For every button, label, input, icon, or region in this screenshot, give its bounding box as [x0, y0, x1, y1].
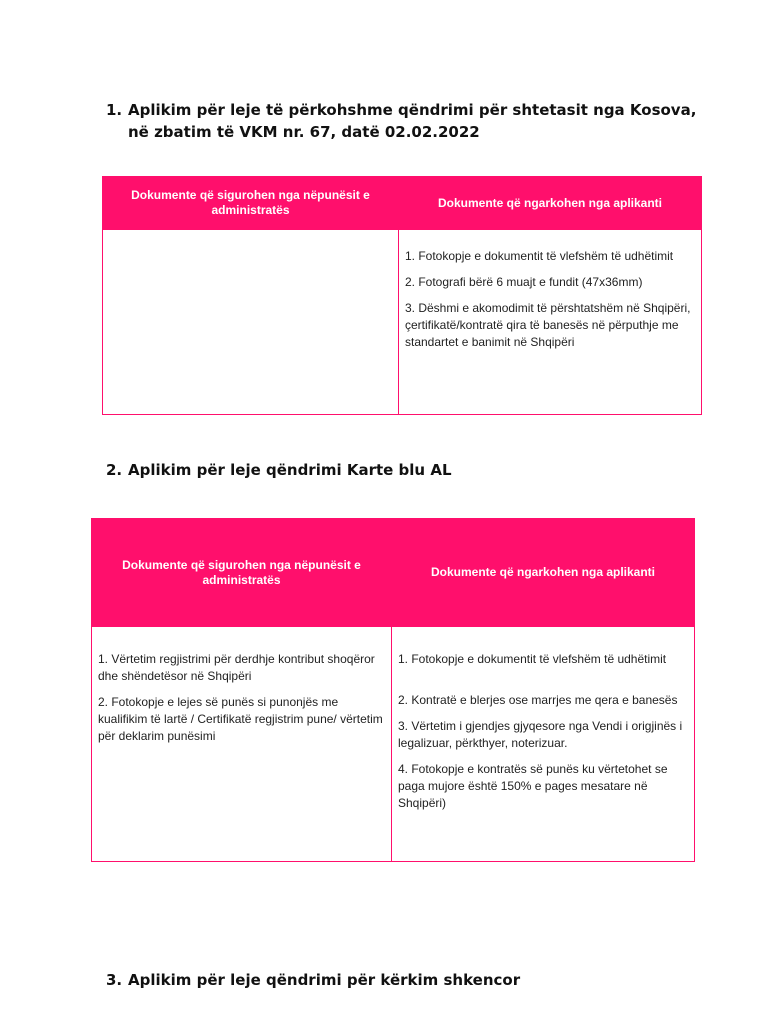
section-2-right-cell [392, 627, 695, 862]
list-item: 4. Fotokopje e kontratës së punës ku vërtetohet se paga mujore është 150% e pages mesatare në Shqipëri) [398, 762, 668, 810]
list-item: 2. Kontratë e blerjes ose marrjes me qera e banesës [398, 693, 678, 707]
section-2-title: Aplikim për leje qëndrimi Karte blu AL [128, 461, 452, 479]
section-1-title: Aplikim për leje të përkohshme qëndrimi për shtetasit nga Kosova, në zbatim të VKM nr. 67, datë 02.02.2022 [128, 101, 697, 141]
section-1-number: 1. [106, 101, 123, 119]
section-1-header-right: Dokumente që ngarkohen nga aplikanti [399, 177, 702, 230]
section-3-heading [106, 969, 706, 991]
list-item: 1. Fotokopje e dokumentit të vlefshëm të udhëtimit [398, 652, 667, 666]
list-item: 3. Vërtetim i gjendjes gjyqesore nga Vendi i origjinës i legalizuar, përkthyer, noterizuar. [398, 719, 683, 750]
list-item: 1. Vërtetim regjistrimi për derdhje kontribut shoqëror dhe shëndetësor në Shqipëri [98, 652, 375, 683]
section-2-header-left: Dokumente që sigurohen nga nëpunësit e administratës [92, 519, 392, 627]
list-item: 2. Fotokopje e lejes së punës si punonjës me kualifikim të lartë / Certifikatë regjistrim pune/ vërtetim për deklarim punësimi [98, 695, 383, 743]
section-2-left-cell [92, 627, 392, 862]
section-1-right-cell [399, 230, 702, 415]
list-item: 2. Fotografi bërë 6 muajt e fundit (47x36mm) [405, 275, 643, 289]
list-item: 1. Fotokopje e dokumentit të vlefshëm të udhëtimit [405, 249, 674, 263]
section-1-heading [106, 99, 706, 143]
section-2-header-right: Dokumente që ngarkohen nga aplikanti [392, 519, 695, 627]
section-2-heading [106, 459, 706, 481]
section-3-title: Aplikim për leje qëndrimi për kërkim shkencor [128, 971, 521, 989]
section-1-left-cell [103, 230, 399, 415]
section-2-number: 2. [106, 461, 123, 479]
section-3-number: 3. [106, 971, 123, 989]
section-1-table [102, 176, 702, 415]
section-1-header-left: Dokumente që sigurohen nga nëpunësit e administratës [103, 177, 399, 230]
list-item: 3. Dëshmi e akomodimit të përshtatshëm në Shqipëri, çertifikatë/kontratë qira të banesës në përputhje me standartet e banimit në Shqipëri [405, 301, 691, 349]
section-2-table [91, 518, 695, 862]
